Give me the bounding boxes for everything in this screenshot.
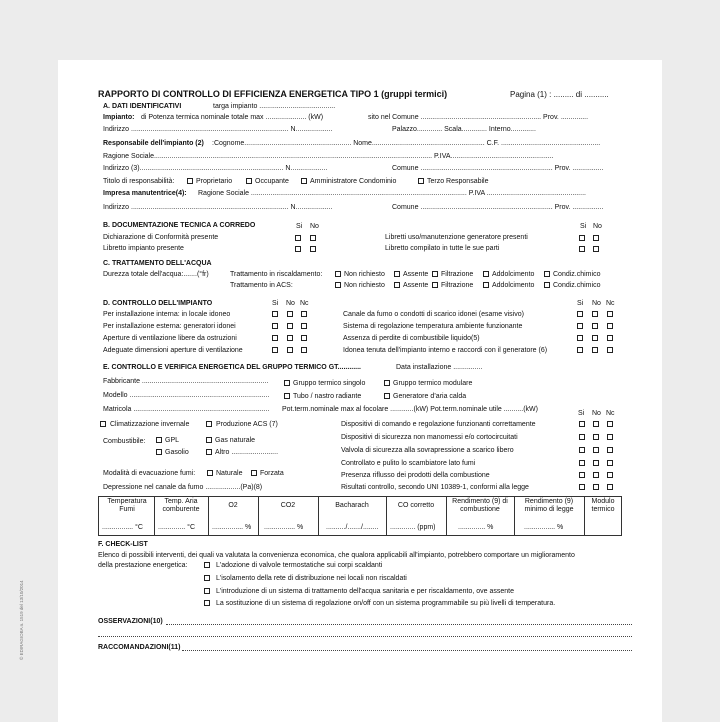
checkbox-d-r2-no[interactable]	[592, 335, 598, 341]
e-check-item: Valvola di sicurezza alla sovrapressione a scarico libero	[341, 447, 514, 454]
checkbox-f1[interactable]	[204, 575, 210, 581]
checkbox-e-c5-si[interactable]	[579, 484, 585, 490]
checkbox-e-c2-nc[interactable]	[607, 447, 613, 453]
checkbox-b-l0-no[interactable]	[310, 235, 316, 241]
checklist-item: L'isolamento della rete di distribuzione nei locali non riscaldati	[216, 575, 407, 582]
e-check-item: Presenza riflusso dei prodotti della combustione	[341, 472, 490, 479]
table-value-rend-legge[interactable]: ................ %	[524, 524, 564, 531]
form-title: RAPPORTO DI CONTROLLO DI EFFICIENZA ENERGETICA TIPO 1 (gruppi termici)	[98, 89, 448, 99]
d-nc-header-right: Nc	[606, 300, 615, 307]
trattamento-acs-label: Trattamento in ACS:	[230, 282, 293, 289]
section-f-title: F. CHECK-LIST	[98, 541, 148, 548]
d-no-header-right: No	[592, 300, 601, 307]
checkbox-acs-condiz-chimico[interactable]	[544, 282, 550, 288]
checklist-intro-2: della prestazione energetica:	[98, 562, 188, 569]
table-header: Temperatura Fumi	[107, 498, 147, 513]
checklist-item: L'adozione di valvole termostatiche sui corpi scaldanti	[216, 562, 383, 569]
table-header: CO2	[280, 502, 296, 509]
checkbox-f3[interactable]	[204, 600, 210, 606]
checkbox-e-c1-no[interactable]	[593, 434, 599, 440]
e-check-item: Controllato e pulito lo scambiatore lato fumi	[341, 460, 476, 467]
opt-label: Non richiesto	[344, 271, 385, 278]
checkbox-d-l0-si[interactable]	[272, 311, 278, 317]
impresa-ragione-field[interactable]: Ragione Sociale ............................................................................................................... P.IVA ...................................................	[198, 190, 586, 197]
potenza-field[interactable]: di Potenza termica nominale totale max ..................... (kW)	[141, 114, 324, 121]
opt-proprietario: Proprietario	[196, 178, 233, 185]
combustibile-label: Combustibile:	[103, 438, 146, 445]
opt-forzata: Forzata	[260, 470, 284, 477]
table-divider	[154, 496, 155, 536]
opt-label: Filtrazione	[441, 282, 474, 289]
osservazioni-label: OSSERVAZIONI(10)	[98, 618, 163, 625]
e-check-item: Dispositivi di sicurezza non manomessi e/o cortocircuitati	[341, 434, 518, 441]
checkbox-d-r1-si[interactable]	[577, 323, 583, 329]
checkbox-e-c0-no[interactable]	[593, 421, 599, 427]
table-divider	[584, 496, 585, 536]
checkbox-tubo-radiante[interactable]	[284, 393, 290, 399]
checkbox-risc-condiz-chimico[interactable]	[544, 271, 550, 277]
checkbox-altro[interactable]	[206, 449, 212, 455]
opt-produzione-acs: Produzione ACS (7)	[216, 421, 278, 428]
modello-field[interactable]: Modello ........................................................................	[103, 392, 270, 399]
d-left-item: Per installazione interna: in locale idoneo	[103, 311, 231, 318]
table-divider	[258, 496, 259, 536]
checkbox-generatore-aria[interactable]	[384, 393, 390, 399]
checkbox-e-c5-nc[interactable]	[607, 484, 613, 490]
e-no-header: No	[592, 410, 601, 417]
table-header: Temp. Aria comburente	[162, 498, 200, 513]
d-left-item: Per installazione esterna: generatori idonei	[103, 323, 236, 330]
checkbox-produzione-acs[interactable]	[206, 421, 212, 427]
table-value-bacharach[interactable]: ........../......./........	[326, 524, 379, 531]
d-left-item: Aperture di ventilazione libere da ostruzioni	[103, 335, 237, 342]
checkbox-d-r1-nc[interactable]	[607, 323, 613, 329]
section-b-title: B. DOCUMENTAZIONE TECNICA A CORREDO	[103, 222, 256, 229]
opt-gruppo-modulare: Gruppo termico modulare	[393, 380, 473, 387]
checkbox-e-c4-nc[interactable]	[607, 472, 613, 478]
section-e-title: E. CONTROLLO E VERIFICA ENERGETICA DEL GRUPPO TERMICO GT............	[103, 364, 361, 371]
checkbox-e-c1-si[interactable]	[579, 434, 585, 440]
table-divider	[446, 496, 447, 536]
checkbox-naturale[interactable]	[207, 470, 213, 476]
checkbox-e-c2-no[interactable]	[593, 447, 599, 453]
checkbox-e-c4-no[interactable]	[593, 472, 599, 478]
checkbox-e-c0-nc[interactable]	[607, 421, 613, 427]
checkbox-b-l1-si[interactable]	[295, 246, 301, 252]
checkbox-d-l0-no[interactable]	[287, 311, 293, 317]
data-installazione-field[interactable]: Data installazione ...............	[396, 364, 483, 371]
checkbox-e-c3-si[interactable]	[579, 460, 585, 466]
raccomandazioni-label: RACCOMANDAZIONI(11)	[98, 644, 181, 651]
opt-label: Addolcimento	[492, 271, 535, 278]
d-right-item: Canale da fumo o condotti di scarico idonei (esame visivo)	[343, 311, 524, 318]
table-value-co[interactable]: ............. (ppm)	[390, 524, 436, 531]
indirizzo-field[interactable]: Indirizzo ................................................................................. N...................	[103, 126, 333, 133]
opt-gasolio: Gasolio	[165, 449, 189, 456]
checkbox-gpl[interactable]	[156, 437, 162, 443]
opt-generatore-aria: Generatore d’aria calda	[393, 393, 467, 400]
section-c-title: C. TRATTAMENTO DELL'ACQUA	[103, 260, 212, 267]
table-header: CO corretto	[397, 502, 435, 509]
checkbox-d-r2-nc[interactable]	[607, 335, 613, 341]
titolo-resp-label: Titolo di responsabilità:	[103, 178, 175, 185]
opt-occupante: Occupante	[255, 178, 289, 185]
checkbox-forzata[interactable]	[251, 470, 257, 476]
d-right-item: Sistema di regolazione temperatura ambiente funzionante	[343, 323, 523, 330]
checkbox-gas-naturale[interactable]	[206, 437, 212, 443]
section-a-title: A. DATI IDENTIFICATIVI	[103, 103, 182, 110]
table-divider	[514, 496, 515, 536]
opt-altro[interactable]: Altro ........................	[215, 449, 279, 456]
table-divider	[318, 496, 319, 536]
opt-label: Filtrazione	[441, 271, 474, 278]
matricola-field[interactable]: Matricola ......................................................................	[103, 406, 270, 413]
fabbricante-field[interactable]: Fabbricante .................................................................	[103, 378, 269, 385]
checkbox-e-c2-si[interactable]	[579, 447, 585, 453]
opt-naturale: Naturale	[216, 470, 243, 477]
checkbox-d-r0-no[interactable]	[592, 311, 598, 317]
table-divider	[386, 496, 387, 536]
checkbox-risc-assente[interactable]	[394, 271, 400, 277]
checkbox-e-c4-si[interactable]	[579, 472, 585, 478]
raccomandazioni-line[interactable]	[182, 650, 632, 651]
table-value-co2[interactable]: ................ %	[264, 524, 304, 531]
checkbox-gruppo-modulare[interactable]	[384, 380, 390, 386]
b-left-item: Dichiarazione di Conformità presente	[103, 234, 219, 241]
palazzo-field[interactable]: Palazzo............. Scala............. Interno.............	[392, 126, 536, 133]
checkbox-gasolio[interactable]	[156, 449, 162, 455]
opt-amministratore: Amministratore Condominio	[310, 178, 397, 185]
checkbox-d-l0-nc[interactable]	[301, 311, 307, 317]
checkbox-d-r1-no[interactable]	[592, 323, 598, 329]
checkbox-d-r3-si[interactable]	[577, 347, 583, 353]
indirizzo-impresa-field[interactable]: Indirizzo ................................................................................. N...................	[103, 204, 333, 211]
checkbox-d-r0-si[interactable]	[577, 311, 583, 317]
checkbox-gruppo-singolo[interactable]	[284, 380, 290, 386]
cognome-field[interactable]: :Cognome....................................................... Nome.......................................................... C.F. ...................................................	[212, 140, 601, 147]
d-si-header: Si	[272, 300, 279, 307]
d-right-item: Assenza di perdite di combustibile liquido(5)	[343, 335, 480, 342]
opt-label: Condiz.chimico	[553, 282, 601, 289]
opt-label: Condiz.chimico	[553, 271, 601, 278]
d-no-header: No	[286, 300, 295, 307]
b-si-header: Si	[296, 223, 303, 230]
checklist-intro: Elenco di possibili interventi, dei quali va valutata la convenienza economica, che qualora applicabili all'impianto, potrebbero comportare un miglioramento	[98, 552, 575, 559]
b-left-item: Libretto impianto presente	[103, 245, 184, 252]
checkbox-d-r3-nc[interactable]	[607, 347, 613, 353]
page-indicator: Pagina (1) : ......... di ...........	[510, 90, 609, 99]
checkbox-climatizzazione[interactable]	[100, 421, 106, 427]
table-header: Rendimento (9) di combustione	[452, 498, 508, 513]
printer-code: © EDIRAGIOBA n. 1519 del 13/10/2014	[19, 580, 24, 660]
checkbox-amministratore[interactable]	[301, 178, 307, 184]
checkbox-d-l2-si[interactable]	[272, 335, 278, 341]
potenza-termica-field[interactable]: Pot.term.nominale max al focolare ............(kW) Pot.term.nominale utile ..........(kW)	[282, 406, 538, 413]
checkbox-b-r1-si[interactable]	[579, 246, 585, 252]
checkbox-e-c5-no[interactable]	[593, 484, 599, 490]
checkbox-b-r1-no[interactable]	[593, 246, 599, 252]
checkbox-e-c0-si[interactable]	[579, 421, 585, 427]
opt-tubo-radiante: Tubo / nastro radiante	[293, 393, 362, 400]
checkbox-d-l1-si[interactable]	[272, 323, 278, 329]
depressione-field[interactable]: Depressione nel canale da fumo ..................(Pa)(8)	[103, 484, 263, 491]
opt-gruppo-singolo: Gruppo termico singolo	[293, 380, 366, 387]
osservazioni-line[interactable]	[166, 624, 632, 625]
checkbox-d-l3-si[interactable]	[272, 347, 278, 353]
checkbox-risc-addolcimento[interactable]	[483, 271, 489, 277]
checklist-item: La sostituzione di un sistema di regolazione on/off con un sistema programmabile su più livelli di temperatura.	[216, 600, 556, 607]
checkbox-terzo-responsabile[interactable]	[418, 178, 424, 184]
checkbox-acs-assente[interactable]	[394, 282, 400, 288]
checkbox-e-c3-no[interactable]	[593, 460, 599, 466]
checkbox-d-l1-no[interactable]	[287, 323, 293, 329]
table-value-rend-comb[interactable]: .............. %	[458, 524, 494, 531]
table-value-temp-aria[interactable]: .............. °C	[158, 524, 196, 531]
checkbox-acs-non-richiesto[interactable]	[335, 282, 341, 288]
checkbox-d-l3-nc[interactable]	[301, 347, 307, 353]
checkbox-d-l3-no[interactable]	[287, 347, 293, 353]
table-value-temp-fumi[interactable]: ................ °C	[102, 524, 143, 531]
opt-gas-naturale: Gas naturale	[215, 437, 256, 444]
checkbox-d-r2-si[interactable]	[577, 335, 583, 341]
impianto-label: Impianto:	[103, 114, 135, 121]
trattamento-risc-label: Trattamento in riscaldamento:	[230, 271, 323, 278]
checkbox-e-c1-nc[interactable]	[607, 434, 613, 440]
opt-label: Non richiesto	[344, 282, 385, 289]
checkbox-f2[interactable]	[204, 588, 210, 594]
checkbox-risc-non-richiesto[interactable]	[335, 271, 341, 277]
d-left-item: Adeguate dimensioni aperture di ventilazione	[103, 347, 243, 354]
d-si-header-right: Si	[577, 300, 584, 307]
checkbox-b-l0-si[interactable]	[295, 235, 301, 241]
opt-climatizzazione: Climatizzazione invernale	[110, 421, 190, 428]
b-no-header-right: No	[593, 223, 602, 230]
opt-label: Assente	[403, 282, 429, 289]
checkbox-acs-filtrazione[interactable]	[432, 282, 438, 288]
checklist-item: L'introduzione di un sistema di trattamento dell'acqua sanitaria e per riscaldamento, ove assente	[216, 588, 515, 595]
comune-resp-field[interactable]: Comune .................................................................... Prov. ................	[392, 165, 604, 172]
checkbox-b-l1-no[interactable]	[310, 246, 316, 252]
checkbox-d-r0-nc[interactable]	[607, 311, 613, 317]
evacuazione-label: Modalità di evacuazione fumi:	[103, 470, 196, 477]
e-check-item: Risultati controllo, secondo UNI 10389-1, conformi alla legge	[341, 484, 529, 491]
opt-terzo-responsabile: Terzo Responsabile	[427, 178, 489, 185]
table-divider	[208, 496, 209, 536]
table-header: Bacharach	[335, 502, 369, 509]
comune-field[interactable]: sito nel Comune .............................................................. Prov. ..............	[368, 114, 589, 121]
ragione-sociale-field[interactable]: Ragione Sociale............................................................................................................................................... P.IVA.....................................................	[103, 153, 554, 160]
targa-impianto[interactable]: targa impianto .......................................	[213, 103, 336, 110]
table-header: Rendimento (9) minimo di legge	[524, 498, 574, 513]
indirizzo-resp-field[interactable]: Indirizzo (3).......................................................................... N...................	[103, 165, 328, 172]
responsabile-label: Responsabile dell'impianto (2)	[103, 140, 204, 147]
section-d-title: D. CONTROLLO DELL'IMPIANTO	[103, 300, 213, 307]
checkbox-acs-addolcimento[interactable]	[483, 282, 489, 288]
opt-label: Addolcimento	[492, 282, 535, 289]
opt-gpl: GPL	[165, 437, 180, 444]
checkbox-d-l2-no[interactable]	[287, 335, 293, 341]
checkbox-f0[interactable]	[204, 562, 210, 568]
d-right-item: Idonea tenuta dell'impianto interno e raccordi con il generatore (6)	[343, 347, 548, 354]
e-si-header: Si	[578, 410, 585, 417]
b-right-item: Libretto compilato in tutte le sue parti	[385, 245, 500, 252]
checkbox-e-c3-nc[interactable]	[607, 460, 613, 466]
checkbox-d-r3-no[interactable]	[592, 347, 598, 353]
form-sheet	[19, 60, 662, 722]
checkbox-proprietario[interactable]	[187, 178, 193, 184]
osservazioni-line-2[interactable]	[98, 636, 632, 637]
d-nc-header: Nc	[300, 300, 309, 307]
checkbox-risc-filtrazione[interactable]	[432, 271, 438, 277]
table-header: O2	[228, 502, 238, 509]
e-check-item: Dispositivi di comando e regolazione funzionanti correttamente	[341, 421, 536, 428]
b-right-item: Libretti uso/manutenzione generatore presenti	[385, 234, 528, 241]
opt-label: Assente	[403, 271, 429, 278]
checkbox-b-r0-si[interactable]	[579, 235, 585, 241]
checkbox-b-r0-no[interactable]	[593, 235, 599, 241]
b-no-header: No	[310, 223, 319, 230]
comune-impresa-field[interactable]: Comune .................................................................... Prov. ................	[392, 204, 604, 211]
checkbox-occupante[interactable]	[246, 178, 252, 184]
table-value-o2[interactable]: ................ %	[212, 524, 252, 531]
e-nc-header: Nc	[606, 410, 615, 417]
b-si-header-right: Si	[580, 223, 587, 230]
durezza-field[interactable]: Durezza totale dell'acqua:.......(°fr)	[103, 271, 209, 278]
impresa-label: Impresa manutentrice(4):	[103, 190, 187, 197]
table-header: Modulo termico	[591, 498, 615, 513]
checkbox-d-l2-nc[interactable]	[301, 335, 307, 341]
checkbox-d-l1-nc[interactable]	[301, 323, 307, 329]
